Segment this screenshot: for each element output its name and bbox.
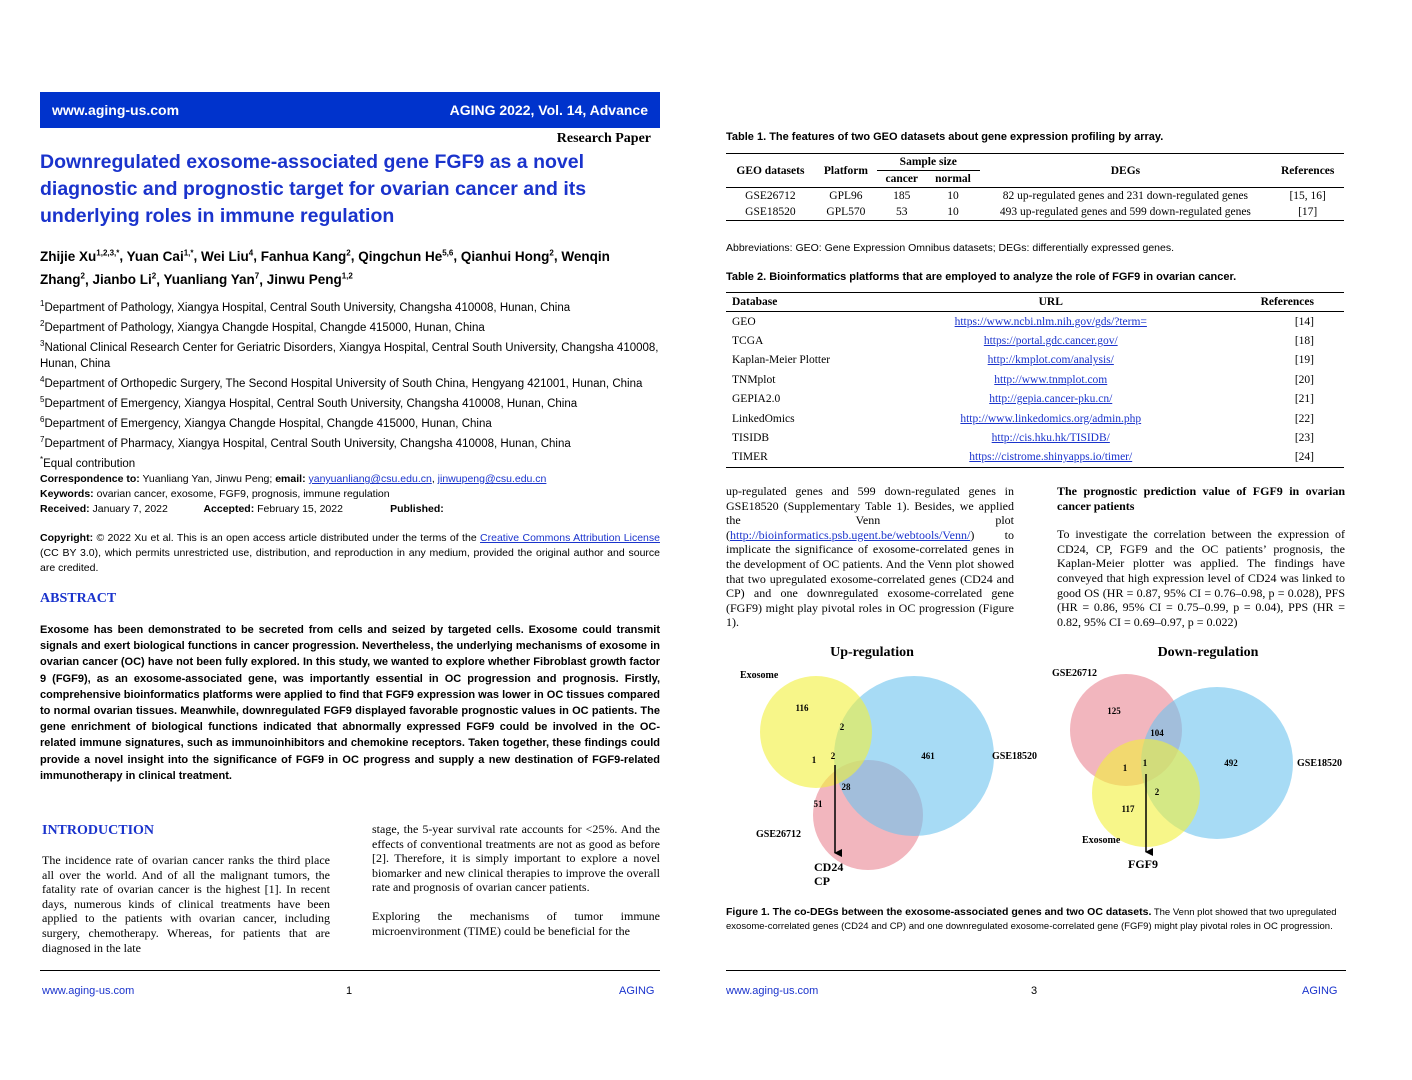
intro-column-1 xyxy=(42,853,330,969)
abstract-heading: ABSTRACT xyxy=(40,591,117,606)
correspondence-block: Correspondence to: Yuanliang Yan, Jinwu Peng; email: yanyuanliang@csu.edu.cn, jinwupeng@csu.edu.cn Keywords: ovarian cancer, exosome, FGF9, prognosis, immune regulation Received: January 7, 2022 Accepted: February 15, 2022 Published: xyxy=(40,473,547,515)
venn-down-count: 104 xyxy=(1150,728,1164,738)
col-header-degs: DEGs xyxy=(980,154,1272,188)
banner-issue: AGING 2022, Vol. 14, Advance xyxy=(449,102,648,118)
affiliation-text: Department of Emergency, Xiangya Changde Hospital, Changde 415000, Hunan, China xyxy=(44,418,492,431)
table-cell-db: TCGA xyxy=(732,334,764,347)
author xyxy=(267,272,353,287)
venn-down-count: 2 xyxy=(1154,787,1160,797)
table-cell-normal: 10 xyxy=(947,190,959,202)
page-3 xyxy=(706,0,1412,1080)
url-link[interactable]: http://www.tnmplot.com xyxy=(994,373,1108,386)
keywords: ovarian cancer, exosome, FGF9, prognosis, immune regulation xyxy=(96,488,390,500)
affiliation-mark: 4 xyxy=(40,375,45,385)
venn-down-regulation xyxy=(1052,645,1342,871)
correspondence-label: Correspondence to: xyxy=(40,473,140,485)
body-column-2 xyxy=(1057,484,1345,643)
footer-journal: AGING xyxy=(1302,985,1338,997)
affiliation-mark: 1 xyxy=(40,299,45,308)
page-number: 3 xyxy=(1031,985,1038,997)
accepted-label: Accepted: xyxy=(203,503,255,515)
table-cell-ref: [19] xyxy=(1294,354,1314,367)
table-cell-cancer: 185 xyxy=(893,190,911,202)
introduction-heading: INTRODUCTION xyxy=(42,823,155,838)
table-1-caption: Table 1. The features of two GEO datasets about gene expression profiling by array. xyxy=(726,131,1164,143)
col-header-database: Database xyxy=(732,296,778,309)
prognosis-paragraph: To investigate the correlation between the expression of CD24, CP, FGF9 and the OC patients’ prognosis, the Kaplan-Meier plotter was applied. The findings have conveyed that high expression level of CD24 was linked to good OS (HR = 0.87, 95% CI = 0.76–0.98, p = 0.028), PFS (HR = 0.86, 95% CI = 0.75–0.99, p = 0.04), PPS (HR = 0.82, 95% CI = 0.69–0.97, p = 0.022) xyxy=(1057,527,1345,629)
copyright-notice xyxy=(40,531,660,576)
author xyxy=(201,249,253,264)
affiliation-text: Department of Pathology, Xiangya Hospital, Central South University, Changsha 410008, Hunan, China xyxy=(44,301,571,314)
copyright-post: (CC BY 3.0), which permits unrestricted use, distribution, and reproduction in any medium, provided the original author and source are credited. xyxy=(40,547,660,574)
received-label: Received: xyxy=(40,503,90,515)
author xyxy=(261,249,351,264)
venn-down-arrow-label: FGF9 xyxy=(1128,857,1158,871)
table-row xyxy=(726,389,1344,408)
intro-column-2 xyxy=(372,822,660,952)
url-link[interactable]: https://www.ncbi.nlm.nih.gov/gds/?term= xyxy=(954,315,1147,328)
venn-up-count: 2 xyxy=(830,751,836,761)
venn-up-count: 2 xyxy=(839,722,845,732)
url-link[interactable]: http://gepia.cancer-pku.cn/ xyxy=(989,393,1113,406)
correspondence-names: Yuanliang Yan, Jinwu Peng; xyxy=(142,473,273,485)
affiliation xyxy=(40,452,660,472)
author-affiliation-mark: 2 xyxy=(549,248,554,257)
author xyxy=(127,249,194,264)
affiliation-text: Equal contribution xyxy=(43,458,136,471)
venn-up-exosome-label: Exosome xyxy=(740,670,779,681)
col-header-url: URL xyxy=(1038,296,1063,309)
table-cell-ref: [23] xyxy=(1294,431,1314,444)
author-name: Wenqin Zhang xyxy=(40,248,610,287)
copyright-label: Copyright: xyxy=(40,532,94,544)
venn-down-count: 1 xyxy=(1142,758,1148,768)
table-cell-db: TNMplot xyxy=(732,373,776,386)
affiliation-mark: 5 xyxy=(40,395,45,405)
author-affiliation-mark: 1,* xyxy=(183,248,194,257)
author-affiliation-mark: 2 xyxy=(346,248,351,257)
venn-up-count: 1 xyxy=(811,755,817,765)
page-number: 1 xyxy=(346,985,353,997)
venn-figure xyxy=(726,638,1346,898)
author-affiliation-mark: 2 xyxy=(151,271,157,281)
author-affiliation-mark: 7 xyxy=(254,271,260,281)
footer-website[interactable]: www.aging-us.com xyxy=(726,985,819,997)
author-list: Zhijie $Xu^{1,2,3,*}$, Yuan Cai$^{1,*}$, Wei Liu$^4$, Fanhua Kang$^2$, Qingchun He$^{5,6}$, Qianhui Hong$^2$, Wenqin Zhang$^2$, Jianbo Li$^2$, Yuanliang Yan$^7$, Jinwu Peng$^{1,2}$ xyxy=(40,248,610,287)
table-cell-db: Kaplan-Meier Plotter xyxy=(732,354,831,367)
venn-down-count: 1 xyxy=(1122,763,1128,773)
affiliation xyxy=(40,336,660,372)
table-cell-refs: [15, 16] xyxy=(1289,190,1326,202)
venn-down-count: 117 xyxy=(1121,804,1135,814)
affiliation-text: Department of Pathology, Xiangya Changde Hospital, Changde 415000, Hunan, China xyxy=(44,321,485,334)
footer-website[interactable]: www.aging-us.com xyxy=(42,985,135,997)
author-name: Fanhua Kang xyxy=(260,248,347,264)
affiliation-mark: * xyxy=(40,455,44,465)
venn-up-count: 461 xyxy=(921,751,935,761)
affiliation-text: Department of Pharmacy, Xiangya Hospital, Central South University, Changsha 410008, Hunan, China xyxy=(44,438,571,451)
venn-down-count: 125 xyxy=(1107,706,1121,716)
affiliation xyxy=(40,372,660,392)
intro-paragraph: Exploring the mechanisms of tumor immune microenvironment (TIME) could be beneficial for the xyxy=(372,908,660,938)
affiliation-text: Department of Emergency, Xiangya Hospital, Central South University, Changsha 410008, Hunan, China xyxy=(44,398,578,411)
affiliation-mark: 2 xyxy=(40,319,45,329)
col-header-cancer: cancer xyxy=(877,171,926,188)
author-name: Jinwu Peng xyxy=(266,272,342,287)
table-cell-dataset: GSE26712 xyxy=(745,190,796,202)
author xyxy=(40,249,119,264)
venn-up-title: Up-regulation xyxy=(830,645,914,660)
venn-down-title: Down-regulation xyxy=(1157,645,1259,660)
venn-paragraph-pre: up-regulated genes and 599 down-regulated genes in GSE18520 (Supplementary Table 1). Besides, we applied the Venn plot ( xyxy=(726,484,1014,542)
venn-up-count: 116 xyxy=(795,703,809,713)
col-header-references: References xyxy=(1271,154,1344,188)
footer-rule xyxy=(726,970,1346,971)
table-row xyxy=(726,331,1344,350)
email-label: email: xyxy=(275,473,306,485)
author xyxy=(461,249,554,264)
table-row xyxy=(726,351,1344,370)
affiliation xyxy=(40,316,660,336)
table-row xyxy=(726,312,1344,331)
footer-journal: AGING xyxy=(619,985,655,997)
affiliation xyxy=(40,296,660,316)
author-name: Zhijie Xu xyxy=(40,248,97,264)
url-link[interactable]: http://cis.hku.hk/TISIDB/ xyxy=(991,431,1110,444)
table-cell-db: GEPIA2.0 xyxy=(732,393,781,406)
published-label: Published: xyxy=(390,503,444,515)
col-header-datasets: GEO datasets xyxy=(726,154,815,188)
section-heading: The prognostic prediction value of FGF9 in ovarian cancer patients xyxy=(1057,484,1345,513)
author-name: Yuanliang Yan xyxy=(163,272,255,287)
author xyxy=(163,272,259,287)
affiliation xyxy=(40,412,660,432)
affiliation xyxy=(40,392,660,412)
table-row xyxy=(726,188,1344,205)
venn-up-gse18520-label: GSE18520 xyxy=(992,751,1038,762)
author-name: Qingchun He xyxy=(358,248,443,264)
received-date: January 7, 2022 xyxy=(92,503,168,515)
affiliation xyxy=(40,432,660,452)
author-name: Qianhui Hong xyxy=(460,248,550,264)
copyright-pre: © 2022 Xu et al. This is an open access article distributed under the terms of the xyxy=(96,532,477,544)
table-cell-db: LinkedOmics xyxy=(732,412,795,425)
venn-down-gse26712-label: GSE26712 xyxy=(1052,668,1098,679)
author-name: Wei Liu xyxy=(201,248,249,264)
affiliation-text: Department of Orthopedic Surgery, The Second Hospital University of South China, Hengyang 421001, Hunan, China xyxy=(44,378,643,391)
url-link[interactable]: https://cistrome.shinyapps.io/timer/ xyxy=(969,451,1133,464)
venn-up-regulation xyxy=(740,645,1037,888)
venn-up-exosome-circle xyxy=(760,676,872,788)
footer-rule xyxy=(40,970,660,971)
table-cell-degs: 493 up-regulated genes and 599 down-regulated genes xyxy=(999,206,1251,218)
table-cell-ref: [14] xyxy=(1294,315,1314,328)
author xyxy=(92,272,156,287)
table-cell-ref: [24] xyxy=(1294,451,1314,464)
table-cell-degs: 82 up-regulated genes and 231 down-regulated genes xyxy=(1002,190,1249,202)
venn-paragraph xyxy=(726,484,1014,630)
venn-up-arrow-label: CD24 xyxy=(814,860,844,874)
table-row xyxy=(726,409,1344,428)
venn-down-gse18520-label: GSE18520 xyxy=(1297,758,1343,769)
col-header-sample-size: Sample size xyxy=(877,154,979,171)
email-link-1[interactable]: yanyuanliang@csu.edu.cn xyxy=(308,473,432,485)
table-1-abbreviations: Abbreviations: GEO: Gene Expression Omnibus datasets; DEGs: differentially expressed genes. xyxy=(726,242,1175,254)
author-affiliation-mark: 2 xyxy=(80,271,85,281)
affiliation-mark: 7 xyxy=(40,435,45,445)
table-cell-ref: [18] xyxy=(1294,334,1314,347)
table-cell-platform: GPL570 xyxy=(826,206,866,218)
table-row xyxy=(726,204,1344,221)
table-cell-normal: 10 xyxy=(947,206,959,218)
banner-website[interactable]: www.aging-us.com xyxy=(52,102,180,118)
url-link[interactable]: https://portal.gdc.cancer.gov/ xyxy=(983,334,1118,347)
table-cell-cancer: 53 xyxy=(896,206,908,218)
figure-caption-title: Figure 1. The co-DEGs between the exosome-associated genes and two OC datasets. xyxy=(726,906,1152,918)
table-row xyxy=(726,428,1344,447)
affiliation-mark: 6 xyxy=(40,415,45,425)
venn-up-count: 51 xyxy=(813,799,823,809)
author-affiliation-mark: 4 xyxy=(248,248,254,257)
table-1 xyxy=(726,153,1344,221)
venn-up-arrow-label: CP xyxy=(814,874,830,888)
author-affiliation-mark: 5,6 xyxy=(442,248,454,257)
paper-type: Research Paper xyxy=(556,131,651,146)
table-row xyxy=(726,448,1344,467)
body-column-1 xyxy=(726,484,1014,644)
table-cell-ref: [21] xyxy=(1294,393,1314,406)
table-row xyxy=(726,370,1344,389)
col-header-references: References xyxy=(1260,296,1314,309)
table-cell-platform: GPL96 xyxy=(829,190,863,202)
figure-caption-text: The Venn plot showed that two upregulated exosome-correlated genes (CD24 and CP) and one downregulated exosome-correlated gene (FGF9) might play pivotal roles in OC progression. xyxy=(726,907,1337,932)
keywords-label: Keywords: xyxy=(40,488,94,500)
venn-up-count: 28 xyxy=(841,782,851,792)
table-cell-refs: [17] xyxy=(1298,206,1318,218)
table-cell-db: GEO xyxy=(732,315,756,328)
venn-down-count: 492 xyxy=(1224,758,1238,768)
url-link[interactable]: http://kmplot.com/analysis/ xyxy=(987,354,1114,367)
author-affiliation-mark: 1,2,3,* xyxy=(96,248,120,257)
affiliation-mark: 3 xyxy=(40,339,45,349)
table-cell-ref: [22] xyxy=(1294,412,1314,425)
affiliation-text: National Clinical Research Center for Geriatric Disorders, Xiangya Hospital, Central South University, Changsha 410008, Hunan, China xyxy=(40,341,659,371)
table-cell-ref: [20] xyxy=(1294,373,1314,386)
url-link[interactable]: http://www.linkedomics.org/admin.php xyxy=(960,412,1142,425)
author xyxy=(358,249,453,264)
col-header-platform: Platform xyxy=(815,154,877,188)
author-name: Yuan Cai xyxy=(126,248,184,264)
abstract-text: Exosome has been demonstrated to be secreted from cells and seized by targeted cells. Exosome could transmit signals and exert biological functions in cancer progression. Nevertheless, the underlying mechanisms of exosome in ovarian cancer (OC) have not been fully explored. In this study, we wanted to explore whether Fibroblast growth factor 9 (FGF9), as an exosome-associated gene, was importantly essential in OC progression and prognosis. Firstly, comprehensive bioinformatics platforms were applied to find that FGF9 expression was lower in OC tissues compared to normal ovarian tissues. Meanwhile, downregulated FGF9 displayed favorable prognostic values in OC patients. The gene enrichment of biological functions indicated that abnormally expressed FGF9 could be involved in the OC-related immune signatures, such as immunoinhibitors and chemokine receptors. Taken together, these findings could provide a novel insight into the significance of FGF9 in OC progress and supply a new destination of FGF9-related immunotherapy in clinical treatment. xyxy=(40,624,660,782)
affiliation-list xyxy=(40,296,660,472)
venn-tool-link[interactable]: http://bioinformatics.psb.ugent.be/webtools/Venn/ xyxy=(730,527,971,542)
paper-title: Downregulated exosome-associated gene FGF9 as a novel diagnostic and prognostic target for ovarian cancer and its underlying roles in immune regulation xyxy=(40,151,587,227)
figure-1-caption xyxy=(726,905,1344,934)
col-header-normal: normal xyxy=(926,171,979,188)
table-2 xyxy=(726,292,1344,468)
venn-paragraph-post: ) to implicate the significance of exosome-correlated genes in the development of OC patients. And the Venn plot showed that two upregulated exosome-correlated genes (CD24 and CP) and one downregulated exosome-correlated gene (FGF9) might play pivotal roles in OC progression (Figure 1). xyxy=(726,527,1014,630)
table-2-caption: Table 2. Bioinformatics platforms that are employed to analyze the role of FGF9 in ovarian cancer. xyxy=(726,271,1237,283)
journal-banner xyxy=(40,92,660,128)
venn-down-exosome-label: Exosome xyxy=(1082,835,1121,846)
author-name: Jianbo Li xyxy=(92,272,152,287)
venn-up-gse26712-label: GSE26712 xyxy=(756,829,802,840)
table-cell-db: TISIDB xyxy=(732,431,770,444)
email-link-2[interactable]: jinwupeng@csu.edu.cn xyxy=(437,473,547,485)
table-cell-db: TIMER xyxy=(732,451,768,464)
intro-paragraph: stage, the 5-year survival rate accounts for <25%. And the effects of conventional treatments are not as good as before [2]. Therefore, it is simply important to explore a novel biomarker and new clinical therapies to improve the overall rate and prognosis of ovarian cancer patients. xyxy=(372,822,660,895)
license-link[interactable]: Creative Commons Attribution License xyxy=(480,532,660,544)
accepted-date: February 15, 2022 xyxy=(257,503,343,515)
intro-paragraph: The incidence rate of ovarian cancer ranks the third place all over the world. And of all the malignant tumors, the fatality rate of ovarian cancer is the highest [1]. In recent days, numerous kinds of clinical treatments have been applied to the patients with ovarian cancer, including surgery, chemotherapy. Whereas, for patients that are diagnosed in the late xyxy=(42,853,330,955)
table-cell-dataset: GSE18520 xyxy=(745,206,796,218)
author-affiliation-mark: 1,2 xyxy=(341,271,353,281)
